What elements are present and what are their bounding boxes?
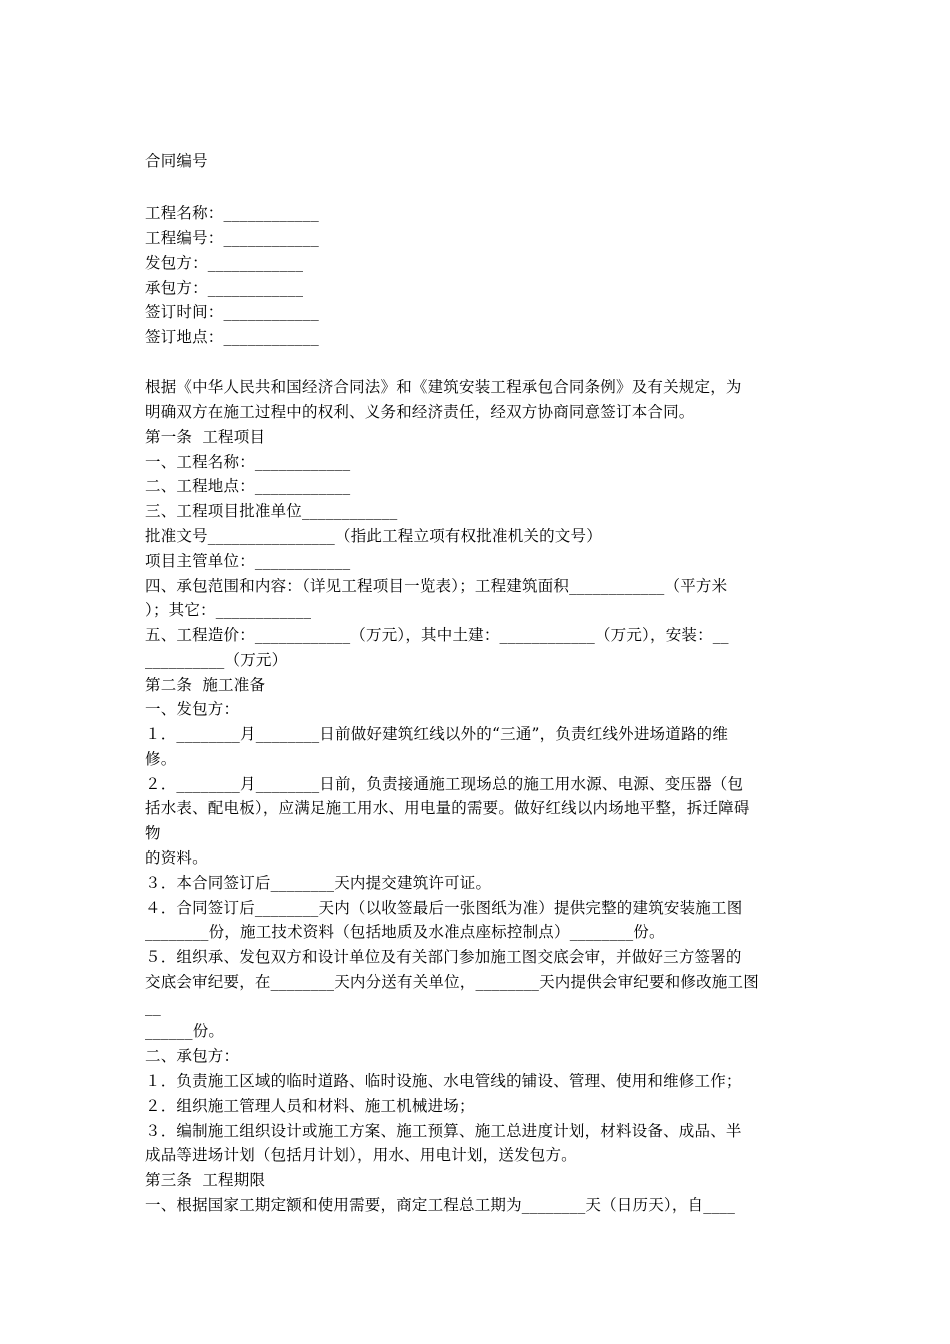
- article-1-line: ）；其它：____________: [145, 601, 312, 619]
- contract-number-label: 合同编号: [145, 152, 208, 170]
- article-2-line: ________份，施工技术资料（包括地质及水准点座标控制点）________份。: [145, 923, 665, 941]
- field-employer: 发包方：____________: [145, 254, 304, 272]
- article-2-line: 一、发包方：: [145, 700, 240, 718]
- article-1-line: 三、工程项目批准单位____________: [145, 502, 398, 520]
- article-1-line: 二、工程地点：____________: [145, 477, 351, 495]
- field-signing-date: 签订时间：____________: [145, 303, 319, 321]
- field-project-name: 工程名称：____________: [145, 204, 319, 222]
- field-contractor: 承包方：____________: [145, 279, 304, 297]
- field-project-number: 工程编号：____________: [145, 229, 319, 247]
- article-2-line: 修。: [145, 750, 177, 768]
- article-2-line: １．________月________日前做好建筑红线以外的“三通”，负责红线外进场道路的维: [145, 725, 729, 743]
- article-1-line: 五、工程造价：____________（万元），其中土建：____________（万元），安装：__: [145, 626, 729, 644]
- intro-line: 明确双方在施工过程中的权利、义务和经济责任，经双方协商同意签订本合同。: [145, 403, 695, 421]
- article-1-line: 批准文号________________（指此工程立项有权批准机关的文号）: [145, 527, 602, 545]
- article-2-line: 括水表、配电板），应满足施工用水、用电量的需要。做好红线以内场地平整，拆迁障碍: [145, 799, 750, 817]
- article-1-line: 项目主管单位：____________: [145, 552, 351, 570]
- article-2-line: ４．合同签订后________天内（以收签最后一张图纸为准）提供完整的建筑安装施工图: [145, 899, 743, 917]
- article-2-line: 交底会审纪要，在________天内分送有关单位，________天内提供会审纪要和修改施工图: [145, 973, 759, 991]
- article-2-line: ３．编制施工组织设计或施工方案、施工预算、施工总进度计划，材料设备、成品、半: [145, 1122, 742, 1140]
- article-3-line: 一、根据国家工期定额和使用需要，商定工程总工期为________天（日历天），自____: [145, 1196, 736, 1214]
- article-1-line: __________（万元）: [145, 651, 288, 669]
- article-2-line: １．负责施工区域的临时道路、临时设施、水电管线的铺设、管理、使用和维修工作；: [145, 1072, 742, 1090]
- article-1-line: 四、承包范围和内容：（详见工程项目一览表）；工程建筑面积____________（平方米: [145, 577, 728, 595]
- article-2-line: ３．本合同签订后________天内提交建筑许可证。: [145, 874, 492, 892]
- article-1-title: 第一条 工程项目: [145, 428, 266, 446]
- article-2-line: ２．________月________日前，负责接通施工现场总的施工用水源、电源、变压器（包: [145, 775, 744, 793]
- article-2-line: ２．组织施工管理人员和材料、施工机械进场；: [145, 1097, 475, 1115]
- article-2-line: __: [145, 998, 161, 1016]
- article-1-line: 一、工程名称：____________: [145, 453, 351, 471]
- article-2-line: 成品等进场计划（包括月计划），用水、用电计划，送发包方。: [145, 1146, 577, 1164]
- article-2-line: 的资料。: [145, 849, 208, 867]
- article-3-title: 第三条 工程期限: [145, 1171, 266, 1189]
- intro-line: 根据《中华人民共和国经济合同法》和《建筑安装工程承包合同条例》及有关规定，为: [145, 378, 742, 396]
- article-2-title: 第二条 施工准备: [145, 676, 266, 694]
- field-signing-place: 签订地点：____________: [145, 328, 319, 346]
- article-2-line: ５．组织承、发包双方和设计单位及有关部门参加施工图交底会审，并做好三方签署的: [145, 948, 742, 966]
- article-2-line: 物: [145, 824, 161, 842]
- article-2-line: 二、承包方：: [145, 1047, 240, 1065]
- article-2-line: ______份。: [145, 1022, 225, 1040]
